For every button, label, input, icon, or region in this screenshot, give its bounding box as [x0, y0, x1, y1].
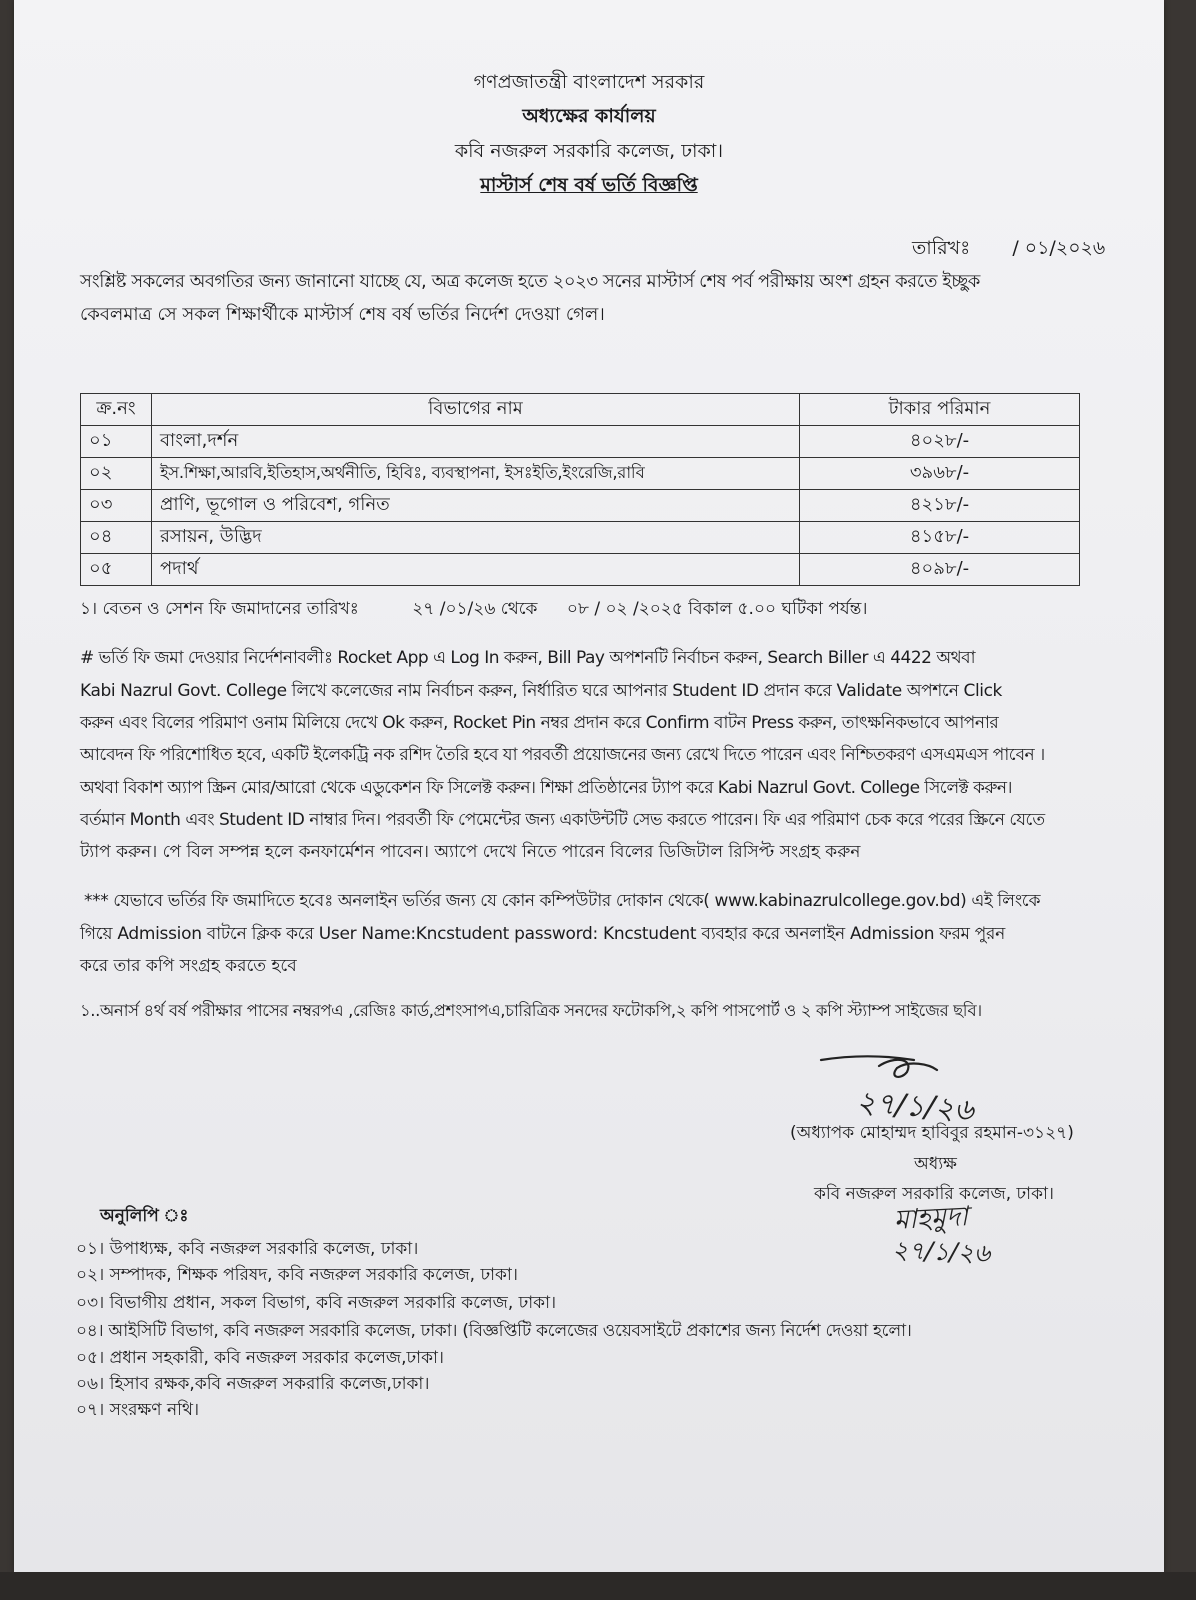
notice-title: মাস্টার্স শেষ বর্ষ ভর্তি বিজ্ঞপ্তি — [480, 174, 698, 196]
online-line-3: করে তার কপি সংগ্রহ করতে হবে — [80, 956, 297, 976]
govt-heading: গণপ্রজাতন্ত্রী বাংলাদেশ সরকার — [473, 71, 705, 93]
notice-paper — [14, 0, 1164, 1572]
table-row — [81, 490, 1080, 522]
department-cell: ইস.শিক্ষা,আরবি,ইতিহাস,অর্থনীতি, হিবিঃ, ব্যবস্থাপনা, ইসঃইতি,ইংরেজি,রাবি — [152, 458, 800, 490]
instruction-line-4: আবেদন ফি পরিশোধিত হবে, একটি ইলেকট্রি নক রশিদ তৈরি হবে যা পরবর্তী প্রয়োজনের জন্য রেখে দিতে পারেন এবং নিশ্চিতকরণ এসএমএস পাবেন । — [80, 745, 1045, 765]
online-line-1: *** যেভাবে ভর্তির ফি জমাদিতে হবেঃ অনলাইন ভর্তির জন্য যে কোন কম্পিউটার দোকান থেকে( www.kabinazrulcollege.gov.bd) এই লিংকে — [84, 891, 1041, 911]
second-signature: মাহমুদা — [893, 1201, 969, 1236]
copy-item: ০৭। সংরক্ষণ নথি। — [76, 1400, 200, 1420]
date-line — [912, 234, 1105, 266]
instruction-line-1: # ভর্তি ফি জমা দেওয়ার নির্দেশনাবলীঃ Rocket App এ Log In করুন, Bill Pay অপশনটি নির্বাচন করুন, Search Biller এ 4422 অথবা — [80, 648, 976, 668]
header-department: বিভাগের নাম — [152, 394, 800, 426]
fee-table — [80, 393, 1080, 586]
copy-item: ০৫। প্রধান সহকারী, কবি নজরুল সরকার কলেজ,ঢাকা। — [76, 1348, 444, 1368]
header-amount: টাকার পরিমান — [800, 394, 1080, 426]
table-row — [81, 554, 1080, 586]
copy-item: ০৬। হিসাব রক্ষক,কবি নজরুল সকরারি কলেজ,ঢাকা। — [76, 1374, 430, 1394]
department-cell: রসায়ন, উদ্ভিদ — [152, 522, 800, 554]
deadline-line — [80, 596, 867, 624]
instruction-line-6: বর্তমান Month এবং Student ID নাম্বার দিন। পরবর্তী ফি পেমেন্টের জন্য একাউন্টটি সেভ করতে পারেন। ফি এর পরিমাণ চেক করে পরের স্ক্রিনে যেতে — [80, 810, 1045, 830]
date-label: তারিখঃ — [912, 237, 971, 259]
amount-cell: ৪১৫৮/- — [800, 522, 1080, 554]
deadline-label: ১। বেতন ও সেশন ফি জমাদানের তারিখঃ — [80, 599, 359, 619]
serial-cell: ০২ — [81, 458, 152, 490]
table-row — [81, 522, 1080, 554]
copy-item: ০৪। আইসিটি বিভাগ, কবি নজরুল সরকারি কলেজ, ঢাকা। (বিজ্ঞপ্তিটি কলেজের ওয়েবসাইটে প্রকাশের জন্য নির্দেশ দেওয়া হলো। — [76, 1321, 912, 1341]
table-row — [81, 426, 1080, 458]
deadline-to: ০৮ / ০২ /২০২৫ বিকাল ৫.০০ ঘটিকা পর্যন্ত। — [566, 599, 868, 619]
instruction-line-3: করুন এবং বিলের পরিমাণ ওনাম মিলিয়ে দেখে Ok করুন, Rocket Pin নম্বর প্রদান করে Confirm বাটন Press করুন, তাৎক্ষনিকভাবে আপনার — [80, 713, 999, 733]
signatory-name: (অধ্যাপক মোহাম্মদ হাবিবুর রহমান-৩১২৭) — [790, 1123, 1074, 1143]
department-cell: পদার্থ — [152, 554, 800, 586]
deadline-from: ২৭ /০১/২৬ থেকে — [412, 599, 538, 619]
copy-item: ০২। সম্পাদক, শিক্ষক পরিষদ, কবি নজরুল সরকারি কলেজ, ঢাকা। — [76, 1265, 518, 1285]
department-cell: বাংলা,দর্শন — [152, 426, 800, 458]
instruction-line-5: অথবা বিকাশ অ্যাপ স্ক্রিন মোর/আরো থেকে এডুকেশন ফি সিলেক্ট করুন। শিক্ষা প্রতিষ্ঠানের ট্যাপ করে Kabi Nazrul Govt. College সিলেক্ট করুন। — [80, 778, 1012, 798]
copy-item: ০৩। বিভাগীয় প্রধান, সকল বিভাগ, কবি নজরুল সরকারি কলেজ, ঢাকা। — [76, 1293, 557, 1313]
signatory-org: কবি নজরুল সরকারি কলেজ, ঢাকা। — [814, 1184, 1054, 1204]
amount-cell: ৪০২৮/- — [800, 426, 1080, 458]
instruction-line-2: Kabi Nazrul Govt. College লিখে কলেজের নাম নির্বাচন করুন, নির্ধারিত ঘরে আপনার Student ID প্রদান করে Validate অপশনে Click — [80, 681, 1002, 701]
serial-cell: ০৪ — [81, 522, 152, 554]
signatory-title: অধ্যক্ষ — [914, 1154, 957, 1174]
serial-cell: ০১ — [81, 426, 152, 458]
documents-line: ১..অনার্স ৪র্থ বর্ষ পরীক্ষার পাসের নম্বরপএ ,রেজিঃ কার্ড,প্রশংসাপএ,চারিত্রিক সনদের ফটোকপি,২ কপি পাসপোর্ট ও ২ কপি স্ট্যাম্প সাইজের ছবি। — [80, 1001, 982, 1020]
signature-date: ২৭/১/২৬ — [854, 1084, 975, 1129]
amount-cell: ৪০৯৮/- — [800, 554, 1080, 586]
table-row — [81, 458, 1080, 490]
intro-line-1: সংশ্লিষ্ট সকলের অবগতির জন্য জানানো যাচ্ছে যে, অত্র কলেজ হতে ২০২৩ সনের মাস্টার্স শেষ পর্ব পরীক্ষায় অংশ গ্রহন করতে ইচ্ছুক — [80, 271, 980, 292]
office-heading: অধ্যক্ষের কার্যালয় — [522, 105, 656, 127]
fee-table-header-row — [81, 394, 1080, 426]
instruction-line-7: ট্যাপ করুন। পে বিল সম্পন্ন হলে কনফার্মেশন পাবেন। অ্যাপে দেখে নিতে পারেন বিলের ডিজিটাল রিসিপ্ট সংগ্রহ করুন — [80, 842, 861, 862]
serial-cell: ০৩ — [81, 490, 152, 522]
college-heading: কবি নজরুল সরকারি কলেজ, ঢাকা। — [454, 140, 724, 162]
intro-line-2: কেবলমাত্র সে সকল শিক্ষার্থীকে মাস্টার্স শেষ বর্ষ ভর্তির নির্দেশ দেওয়া গেল। — [80, 304, 605, 325]
copies-title: অনুলিপি ঃ — [100, 1206, 189, 1226]
online-line-2: গিয়ে Admission বাটনে ক্লিক করে User Name:Kncstudent password: Kncstudent ব্যবহার করে অনলাইন Admission ফরম পুরন — [80, 924, 1005, 944]
second-signature-date: ২৭/১/২৬ — [891, 1235, 991, 1268]
serial-cell: ০৫ — [81, 554, 152, 586]
table-surface — [0, 1572, 1196, 1600]
copy-item: ০১। উপাধ্যক্ষ, কবি নজরুল সরকারি কলেজ, ঢাকা। — [76, 1239, 419, 1259]
header-serial: ক্র.নং — [81, 394, 152, 426]
amount-cell: ৩৯৬৮/- — [800, 458, 1080, 490]
department-cell: প্রাণি, ভূগোল ও পরিবেশ, গনিত — [152, 490, 800, 522]
amount-cell: ৪২১৮/- — [800, 490, 1080, 522]
date-value: / ০১/২০২৬ — [1012, 237, 1106, 259]
